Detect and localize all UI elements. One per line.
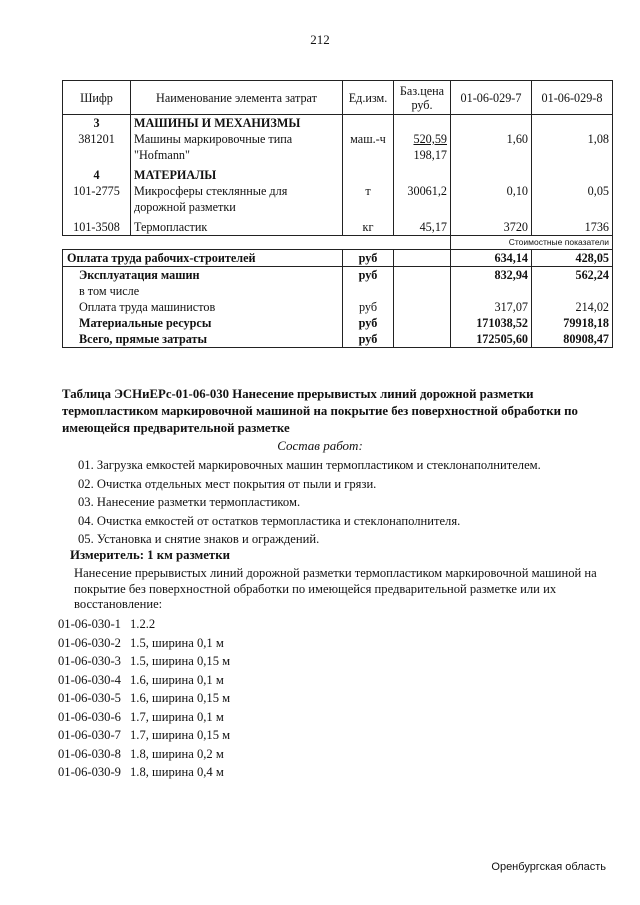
header-unit: Ед.изм. <box>343 81 394 115</box>
table-row <box>63 183 613 215</box>
composition-title: Состав работ: <box>277 438 363 453</box>
code-text: 1.7, ширина 0,15 м <box>130 728 231 742</box>
row-value-7: 1,60 <box>451 131 532 163</box>
works-list <box>78 456 618 549</box>
code-text: 1.8, ширина 0,2 м <box>130 746 224 761</box>
cost-value-7: 832,94 <box>451 267 532 284</box>
row-code: 381201 <box>63 131 131 163</box>
cost-value-8: 562,24 <box>532 267 613 284</box>
codes-list <box>58 615 358 782</box>
code-item <box>58 634 358 653</box>
cost-unit: руб <box>343 315 394 331</box>
section-title: МАШИНЫ И МЕХАНИЗМЫ <box>131 115 343 132</box>
table-title: Таблица ЭСНиЕРс-01-06-030 Нанесение прерывистых линий дорожной разметки термопластиком маркировочной машиной на покрытие без поверхностной обработки по имеющейся предварительной разметке <box>62 387 578 435</box>
row-name: Машины маркировочные типа "Hofmann" <box>131 131 343 163</box>
code-text: 1.6, ширина 0,15 м <box>130 691 231 705</box>
description: Нанесение прерывистых линий дорожной разметки термопластиком маркировочной машиной на покрытие без поверхностной обработки по имеющейся предварительной разметке или их восстановление: <box>74 566 597 611</box>
table-header-row <box>63 81 613 115</box>
code-item <box>58 726 358 745</box>
header-col-8: 01-06-029-8 <box>532 81 613 115</box>
header-price: Баз.цена руб. <box>394 81 451 115</box>
table-row <box>63 219 613 236</box>
section-number: 4 <box>63 167 131 183</box>
header-col-7: 01-06-029-7 <box>451 81 532 115</box>
row-price <box>394 131 451 163</box>
code-id: 01-06-030-7 <box>58 728 121 742</box>
cost-value-8: 214,02 <box>532 299 613 315</box>
section-title: МАТЕРИАЛЫ <box>131 167 343 183</box>
cost-value-8: 80908,47 <box>532 331 613 348</box>
code-id: 01-06-030-1 <box>58 617 121 631</box>
code-id: 01-06-030-9 <box>58 765 121 779</box>
cost-name: Эксплуатация машин <box>63 267 343 284</box>
row-price-top: 520,59 <box>413 132 447 146</box>
row-name: Термопластик <box>131 219 343 236</box>
cost-unit: руб <box>343 267 394 284</box>
code-text: 1.5, ширина 0,15 м <box>130 654 231 668</box>
code-item <box>58 652 358 671</box>
section-row <box>63 167 613 183</box>
section-row <box>63 115 613 132</box>
row-value-8: 1,08 <box>532 131 613 163</box>
code-item <box>58 671 358 690</box>
work-item: 03. Нанесение разметки термопластиком. <box>78 495 301 509</box>
cost-name: Материальные ресурсы <box>63 315 343 331</box>
cost-name: в том числе <box>63 283 343 299</box>
cost-name: Оплата труда рабочих-строителей <box>63 250 343 267</box>
cost-unit: руб <box>343 299 394 315</box>
cost-row <box>63 250 613 267</box>
row-unit: кг <box>343 219 394 236</box>
cost-row <box>63 331 613 348</box>
code-text: 1.6, ширина 0,1 м <box>130 672 224 687</box>
header-name: Наименование элемента затрат <box>131 81 343 115</box>
code-text: 1.8, ширина 0,4 м <box>130 765 224 779</box>
row-code: 101-3508 <box>63 219 131 236</box>
meter-label: Измеритель: 1 км разметки <box>70 548 230 562</box>
cost-value-8: 428,05 <box>532 250 613 267</box>
row-value-8: 1736 <box>532 219 613 236</box>
cost-row <box>63 299 613 315</box>
row-price-bottom: 198,17 <box>413 148 447 162</box>
code-id: 01-06-030-6 <box>58 709 121 724</box>
cost-value-8: 79918,18 <box>532 315 613 331</box>
cost-row <box>63 267 613 284</box>
code-id: 01-06-030-8 <box>58 746 121 761</box>
row-price: 45,17 <box>394 219 451 236</box>
code-item <box>58 708 358 727</box>
code-id: 01-06-030-5 <box>58 691 121 705</box>
code-id: 01-06-030-2 <box>58 635 121 650</box>
row-unit: т <box>343 183 394 215</box>
row-code: 101-2775 <box>63 183 131 215</box>
cost-value-7: 634,14 <box>451 250 532 267</box>
row-name: Микросферы стеклянные для дорожной разметки <box>131 183 343 215</box>
section-number: 3 <box>63 115 131 132</box>
resource-table <box>62 80 613 348</box>
code-item <box>58 745 358 764</box>
row-value-7: 0,10 <box>451 183 532 215</box>
table-row <box>63 131 613 163</box>
work-item: 02. Очистка отдельных мест покрытия от пыли и грязи. <box>78 476 377 491</box>
cost-header: Стоимостные показатели <box>451 236 613 250</box>
code-item <box>58 689 358 708</box>
cost-value-7: 317,07 <box>451 299 532 315</box>
cost-row <box>63 283 613 299</box>
row-price: 30061,2 <box>394 183 451 215</box>
row-unit: маш.-ч <box>343 131 394 163</box>
code-item <box>58 615 358 634</box>
code-id: 01-06-030-4 <box>58 672 121 687</box>
cost-unit: руб <box>343 331 394 348</box>
code-text: 1.2.2 <box>130 617 156 631</box>
code-id: 01-06-030-3 <box>58 654 121 668</box>
work-item: 05. Установка и снятие знаков и ограждений. <box>78 532 320 546</box>
footer-region: Оренбургская область <box>491 861 606 873</box>
work-item: 04. Очистка емкостей от остатков термопластика и стеклонаполнителя. <box>78 513 461 528</box>
cost-header-row <box>63 236 613 250</box>
cost-row <box>63 315 613 331</box>
code-item <box>58 763 358 782</box>
code-text: 1.7, ширина 0,1 м <box>130 709 224 724</box>
code-text: 1.5, ширина 0,1 м <box>130 635 224 650</box>
cost-value-7: 172505,60 <box>451 331 532 348</box>
cost-value-7: 171038,52 <box>451 315 532 331</box>
work-item: 01. Загрузка емкостей маркировочных машин термопластиком и стеклонаполнителем. <box>78 458 541 472</box>
cost-unit: руб <box>343 250 394 267</box>
page-number: 212 <box>310 32 330 47</box>
cost-name: Оплата труда машинистов <box>63 299 343 315</box>
row-value-7: 3720 <box>451 219 532 236</box>
row-value-8: 0,05 <box>532 183 613 215</box>
header-code: Шифр <box>63 81 131 115</box>
cost-name: Всего, прямые затраты <box>63 331 343 348</box>
